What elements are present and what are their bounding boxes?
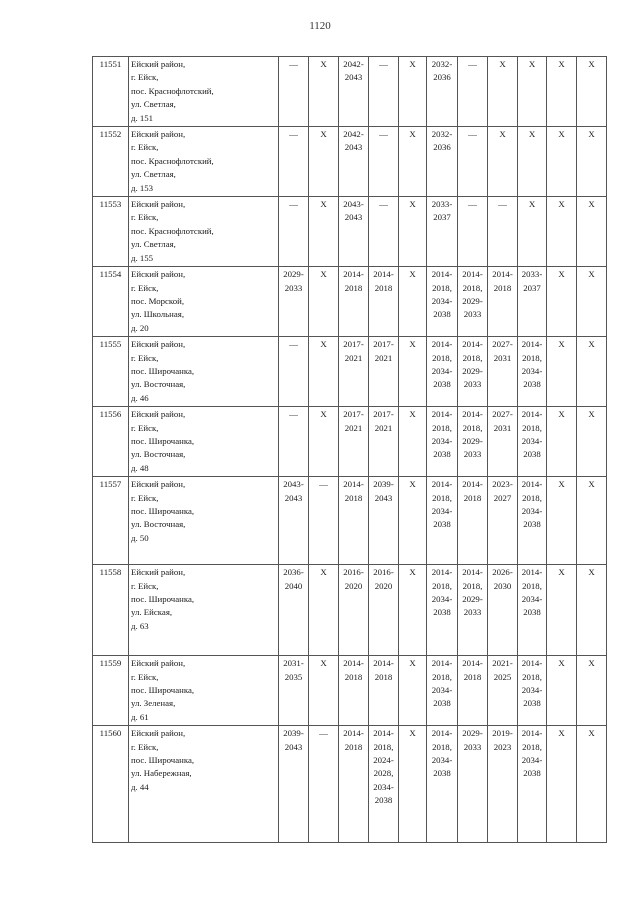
schedule-cell: X <box>309 407 339 477</box>
schedule-cell: X <box>309 57 339 127</box>
page-number: 1120 <box>309 20 331 32</box>
schedule-cell: 2017- 2021 <box>369 337 399 407</box>
address-cell <box>129 477 279 565</box>
schedule-cell: X <box>488 57 518 127</box>
schedule-cell: X <box>399 267 427 337</box>
schedule-cell: X <box>577 407 607 477</box>
schedule-cell: X <box>399 726 427 843</box>
schedule-cell: 2014- 2018, 2029- 2033 <box>458 337 488 407</box>
address-line: Ейский район, <box>131 409 186 420</box>
schedule-cell: X <box>518 127 547 197</box>
schedule-cell: 2014- 2018 <box>458 477 488 565</box>
schedule-cell: X <box>547 477 577 565</box>
schedule-cell: 2014- 2018, 2034- 2038 <box>518 565 547 656</box>
address-line: пос. Широчанка, <box>131 365 195 376</box>
address-line: д. 63 <box>131 620 149 631</box>
schedule-cell: X <box>577 127 607 197</box>
address-line: пос. Широчанка, <box>131 755 195 766</box>
address-line: г. Ейск, <box>131 352 159 363</box>
address-cell <box>129 267 279 337</box>
schedule-cell: 2043- 2043 <box>279 477 309 565</box>
address-line: Ейский район, <box>131 339 186 350</box>
registry-body <box>93 57 607 843</box>
address-line: д. 155 <box>131 252 154 263</box>
table-row <box>93 267 607 337</box>
schedule-cell: X <box>577 565 607 656</box>
schedule-cell: 2014- 2018, 2034- 2038 <box>427 267 458 337</box>
address-line: Ейский район, <box>131 199 186 210</box>
row-number: 11552 <box>93 127 129 197</box>
address-line: ул. Светлая, <box>131 169 176 180</box>
address-cell <box>129 57 279 127</box>
address-line: д. 153 <box>131 182 154 193</box>
schedule-cell: 2032- 2036 <box>427 127 458 197</box>
schedule-cell: X <box>488 127 518 197</box>
schedule-cell: 2014- 2018 <box>369 656 399 726</box>
schedule-cell: — <box>458 197 488 267</box>
address-line: Ейский район, <box>131 129 186 140</box>
schedule-cell: X <box>547 127 577 197</box>
address-line: ул. Восточная, <box>131 449 186 460</box>
address-line: г. Ейск, <box>131 282 159 293</box>
schedule-cell: — <box>279 127 309 197</box>
address-line: д. 151 <box>131 112 154 123</box>
schedule-cell: 2026- 2030 <box>488 565 518 656</box>
schedule-cell: 2014- 2018 <box>339 656 369 726</box>
address-cell <box>129 127 279 197</box>
address-line: пос. Широчанка, <box>131 685 195 695</box>
schedule-cell: 2014- 2018, 2034- 2038 <box>518 477 547 565</box>
address-line: г. Ейск, <box>131 671 159 682</box>
schedule-cell: — <box>279 197 309 267</box>
schedule-cell: — <box>279 337 309 407</box>
address-line: Ейский район, <box>131 658 186 669</box>
schedule-cell: 2036- 2040 <box>279 565 309 656</box>
address-line: ул. Ейская, <box>131 607 173 618</box>
address-line: д. 20 <box>131 322 149 333</box>
table-row <box>93 337 607 407</box>
schedule-cell: X <box>399 337 427 407</box>
address-line: Ейский район, <box>131 269 186 280</box>
row-number: 11560 <box>93 726 129 843</box>
schedule-cell: 2014- 2018 <box>369 267 399 337</box>
address-cell <box>129 197 279 267</box>
address-line: пос. Краснофлотский, <box>131 85 214 96</box>
schedule-cell: 2014- 2018, 2034- 2038 <box>427 565 458 656</box>
schedule-cell: — <box>488 197 518 267</box>
schedule-cell: 2014- 2018, 2034- 2038 <box>427 407 458 477</box>
schedule-cell: X <box>309 197 339 267</box>
address-line: Ейский район, <box>131 479 186 490</box>
schedule-cell: 2042- 2043 <box>339 127 369 197</box>
schedule-cell: X <box>547 656 577 726</box>
schedule-cell: — <box>458 57 488 127</box>
schedule-cell: X <box>577 197 607 267</box>
schedule-cell: X <box>577 337 607 407</box>
address-line: пос. Краснофлотский, <box>131 225 214 236</box>
table-row <box>93 57 607 127</box>
schedule-cell: — <box>458 127 488 197</box>
schedule-cell: 2029- 2033 <box>458 726 488 843</box>
schedule-cell: 2017- 2021 <box>369 407 399 477</box>
row-number: 11555 <box>93 337 129 407</box>
schedule-cell: — <box>369 57 399 127</box>
schedule-cell: 2017- 2021 <box>339 337 369 407</box>
address-cell <box>129 407 279 477</box>
schedule-cell: X <box>399 127 427 197</box>
schedule-cell: 2019- 2023 <box>488 726 518 843</box>
schedule-cell: — <box>309 726 339 843</box>
schedule-cell: X <box>309 337 339 407</box>
schedule-cell: 2014- 2018, 2034- 2038 <box>427 726 458 843</box>
schedule-cell: 2014- 2018, 2029- 2033 <box>458 267 488 337</box>
schedule-cell: X <box>399 656 427 726</box>
schedule-cell: 2014- 2018 <box>339 267 369 337</box>
schedule-cell: X <box>309 267 339 337</box>
schedule-cell: X <box>547 337 577 407</box>
schedule-cell: 2033- 2037 <box>518 267 547 337</box>
table-row <box>93 197 607 267</box>
schedule-cell: X <box>577 57 607 127</box>
row-number: 11551 <box>93 57 129 127</box>
row-number: 11559 <box>93 656 129 726</box>
schedule-cell: 2027- 2031 <box>488 337 518 407</box>
address-line: ул. Набережная, <box>131 768 192 779</box>
table-row <box>93 127 607 197</box>
address-line: г. Ейск, <box>131 142 159 153</box>
schedule-cell: 2043- 2043 <box>339 197 369 267</box>
schedule-cell: X <box>577 267 607 337</box>
address-line: г. Ейск, <box>131 212 159 223</box>
address-line: д. 50 <box>131 532 149 543</box>
table-row <box>93 407 607 477</box>
address-line: д. 44 <box>131 781 149 792</box>
address-line: г. Ейск, <box>131 741 159 752</box>
schedule-cell: 2017- 2021 <box>339 407 369 477</box>
registry-table <box>92 56 607 843</box>
address-line: ул. Светлая, <box>131 99 176 110</box>
address-line: д. 61 <box>131 711 149 722</box>
address-line: пос. Краснофлотский, <box>131 155 214 166</box>
schedule-cell: 2014- 2018, 2024- 2028, 2034- 2038 <box>369 726 399 843</box>
address-line: ул. Светлая, <box>131 239 176 250</box>
schedule-cell: 2014- 2018 <box>339 726 369 843</box>
schedule-cell: X <box>309 127 339 197</box>
schedule-cell: 2039- 2043 <box>369 477 399 565</box>
schedule-cell: X <box>399 407 427 477</box>
schedule-cell: 2032- 2036 <box>427 57 458 127</box>
schedule-cell: 2023- 2027 <box>488 477 518 565</box>
row-number: 11558 <box>93 565 129 656</box>
address-line: д. 48 <box>131 462 149 473</box>
address-line: пос. Широчанка, <box>131 594 195 604</box>
address-line: Ейский район, <box>131 567 186 578</box>
schedule-cell: X <box>577 726 607 843</box>
schedule-cell: 2014- 2018, 2034- 2038 <box>427 477 458 565</box>
schedule-cell: X <box>399 197 427 267</box>
schedule-cell: 2033- 2037 <box>427 197 458 267</box>
schedule-cell: X <box>518 57 547 127</box>
address-line: д. 46 <box>131 392 149 403</box>
row-number: 11556 <box>93 407 129 477</box>
schedule-cell: 2027- 2031 <box>488 407 518 477</box>
schedule-cell: 2016- 2020 <box>369 565 399 656</box>
schedule-cell: 2016- 2020 <box>339 565 369 656</box>
address-line: г. Ейск, <box>131 492 159 503</box>
row-number: 11557 <box>93 477 129 565</box>
table-row <box>93 726 607 843</box>
schedule-cell: 2014- 2018, 2029- 2033 <box>458 407 488 477</box>
address-cell <box>129 726 279 843</box>
schedule-cell: 2014- 2018, 2034- 2038 <box>427 337 458 407</box>
schedule-cell: — <box>279 57 309 127</box>
schedule-cell: X <box>547 57 577 127</box>
address-cell <box>129 656 279 726</box>
address-line: пос. Широчанка, <box>131 506 195 516</box>
schedule-cell: X <box>399 477 427 565</box>
address-line: г. Ейск, <box>131 422 159 433</box>
schedule-cell: 2042- 2043 <box>339 57 369 127</box>
row-number: 11554 <box>93 267 129 337</box>
schedule-cell: — <box>369 127 399 197</box>
schedule-cell: 2021- 2025 <box>488 656 518 726</box>
address-line: Ейский район, <box>131 728 186 739</box>
address-line: пос. Широчанка, <box>131 435 195 446</box>
schedule-cell: X <box>547 197 577 267</box>
schedule-cell: X <box>547 407 577 477</box>
schedule-cell: 2039- 2043 <box>279 726 309 843</box>
address-line: ул. Восточная, <box>131 519 186 530</box>
address-line: ул. Зеленая, <box>131 698 176 709</box>
schedule-cell: — <box>309 477 339 565</box>
table-row <box>93 477 607 565</box>
address-line: ул. Школьная, <box>131 309 185 320</box>
schedule-cell: X <box>547 726 577 843</box>
schedule-cell: X <box>577 656 607 726</box>
address-cell <box>129 337 279 407</box>
address-line: г. Ейск, <box>131 580 159 591</box>
schedule-cell: X <box>309 656 339 726</box>
schedule-cell: X <box>547 267 577 337</box>
schedule-cell: 2014- 2018 <box>458 656 488 726</box>
schedule-cell: 2014- 2018, 2034- 2038 <box>518 407 547 477</box>
address-line: пос. Морской, <box>131 295 185 306</box>
schedule-cell: X <box>518 197 547 267</box>
schedule-cell: X <box>309 565 339 656</box>
row-number: 11553 <box>93 197 129 267</box>
schedule-cell: 2014- 2018, 2034- 2038 <box>518 337 547 407</box>
schedule-cell: — <box>369 197 399 267</box>
schedule-cell: 2014- 2018, 2034- 2038 <box>518 726 547 843</box>
schedule-cell: X <box>547 565 577 656</box>
schedule-cell: X <box>577 477 607 565</box>
schedule-cell: 2014- 2018, 2029- 2033 <box>458 565 488 656</box>
table-row <box>93 656 607 726</box>
schedule-cell: 2014- 2018, 2034- 2038 <box>427 656 458 726</box>
schedule-cell: 2014- 2018 <box>488 267 518 337</box>
schedule-cell: — <box>279 407 309 477</box>
schedule-cell: X <box>399 565 427 656</box>
schedule-cell: 2014- 2018, 2034- 2038 <box>518 656 547 726</box>
address-cell <box>129 565 279 656</box>
address-line: г. Ейск, <box>131 72 159 83</box>
table-row <box>93 565 607 656</box>
schedule-cell: 2031- 2035 <box>279 656 309 726</box>
address-line: ул. Восточная, <box>131 379 186 390</box>
schedule-cell: 2029- 2033 <box>279 267 309 337</box>
schedule-cell: X <box>399 57 427 127</box>
address-line: Ейский район, <box>131 59 186 69</box>
schedule-cell: 2014- 2018 <box>339 477 369 565</box>
